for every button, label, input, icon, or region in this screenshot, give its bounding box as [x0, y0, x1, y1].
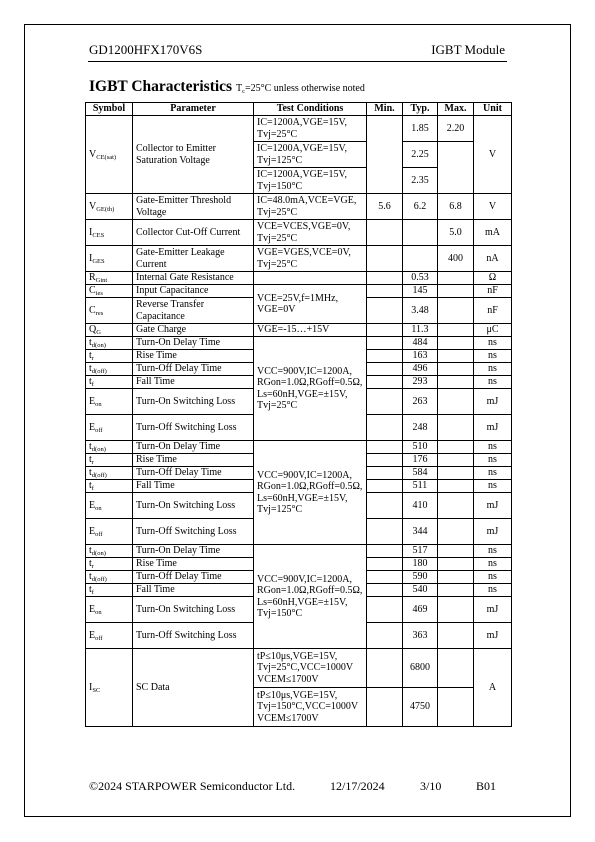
- table-row: [86, 194, 512, 220]
- parameter-cell: Turn-Off Switching Loss: [133, 519, 254, 545]
- min-cell: [367, 558, 403, 571]
- table-row: [86, 441, 512, 454]
- min-cell: [367, 246, 403, 272]
- parameter-cell: Internal Gate Resistance: [133, 272, 254, 285]
- unit-cell: ns: [474, 545, 512, 558]
- max-cell: [438, 350, 474, 363]
- symbol-cell: $E_{on}$: [86, 597, 133, 623]
- table-row: [86, 285, 512, 298]
- min-cell: [367, 324, 403, 337]
- max-cell: [438, 597, 474, 623]
- parameter-cell: Rise Time: [133, 350, 254, 363]
- typ-cell: 6.2: [403, 194, 438, 220]
- parameter-cell: Turn-Off Delay Time: [133, 571, 254, 584]
- typ-cell: 263: [403, 389, 438, 415]
- max-cell: [438, 376, 474, 389]
- typ-cell: 180: [403, 558, 438, 571]
- section-title: [89, 78, 365, 96]
- parameter-cell: Collector Cut-Off Current: [133, 220, 254, 246]
- condition-cell: VCC=900V,IC=1200A, RGon=1.0Ω,RGoff=0.5Ω, Ls=60nH,VGE=±15V, Tvj=150°C: [254, 545, 367, 649]
- table-row: [86, 116, 512, 142]
- max-cell: 5.0: [438, 220, 474, 246]
- max-cell: [438, 623, 474, 649]
- min-cell: [367, 285, 403, 298]
- symbol-cell: $V_{GE(th)}$: [86, 194, 133, 220]
- min-cell: [367, 389, 403, 415]
- table-row: [86, 649, 512, 688]
- symbol-cell: $V_{CE(sat)}$: [86, 116, 133, 194]
- table-row: [86, 272, 512, 285]
- unit-cell: mJ: [474, 493, 512, 519]
- col-header-unit: Unit: [474, 103, 512, 116]
- min-cell: [367, 350, 403, 363]
- unit-cell: ns: [474, 571, 512, 584]
- symbol-cell: $E_{off}$: [86, 519, 133, 545]
- typ-cell: 1.85: [403, 116, 438, 142]
- parameter-cell: Turn-Off Switching Loss: [133, 623, 254, 649]
- max-cell: [438, 519, 474, 545]
- typ-cell: 540: [403, 584, 438, 597]
- parameter-cell: Gate Charge: [133, 324, 254, 337]
- max-cell: [438, 493, 474, 519]
- min-cell: [367, 688, 403, 727]
- max-cell: 6.8: [438, 194, 474, 220]
- symbol-cell: $I_{GES}$: [86, 246, 133, 272]
- condition-cell: VCC=900V,IC=1200A, RGon=1.0Ω,RGoff=0.5Ω, Ls=60nH,VGE=±15V, Tvj=125°C: [254, 441, 367, 545]
- unit-cell: V: [474, 116, 512, 194]
- col-header-min: Min.: [367, 103, 403, 116]
- typ-cell: 3.48: [403, 298, 438, 324]
- max-cell: [438, 688, 474, 727]
- table-row: [86, 246, 512, 272]
- max-cell: 2.20: [438, 116, 474, 142]
- unit-cell: V: [474, 194, 512, 220]
- symbol-cell: $t_f$: [86, 584, 133, 597]
- condition-cell: VCE=25V,f=1MHz, VGE=0V: [254, 285, 367, 324]
- col-header-symbol: Symbol: [86, 103, 133, 116]
- table-row: [86, 324, 512, 337]
- min-cell: [367, 519, 403, 545]
- max-cell: [438, 285, 474, 298]
- symbol-cell: $C_{ies}$: [86, 285, 133, 298]
- parameter-cell: Fall Time: [133, 480, 254, 493]
- min-cell: [367, 597, 403, 623]
- typ-cell: 145: [403, 285, 438, 298]
- condition-cell: [254, 272, 367, 285]
- footer-copyright: ©2024 STARPOWER Semiconductor Ltd.: [89, 779, 296, 793]
- product-type: IGBT Module: [431, 42, 505, 57]
- symbol-cell: $I_{CES}$: [86, 220, 133, 246]
- max-cell: [438, 649, 474, 688]
- symbol-cell: $Q_G$: [86, 324, 133, 337]
- condition-cell: IC=1200A,VGE=15V, Tvj=150°C: [254, 168, 367, 194]
- footer-revision: B01: [476, 779, 497, 793]
- min-cell: [367, 116, 403, 194]
- parameter-cell: Turn-Off Delay Time: [133, 363, 254, 376]
- symbol-cell: $t_r$: [86, 454, 133, 467]
- symbol-cell: $E_{on}$: [86, 493, 133, 519]
- max-cell: [438, 584, 474, 597]
- typ-cell: 4750: [403, 688, 438, 727]
- symbol-cell: $E_{off}$: [86, 623, 133, 649]
- typ-cell: 344: [403, 519, 438, 545]
- unit-cell: ns: [474, 584, 512, 597]
- min-cell: [367, 584, 403, 597]
- unit-cell: mJ: [474, 519, 512, 545]
- max-cell: [438, 363, 474, 376]
- symbol-cell: $t_{d(on)}$: [86, 337, 133, 350]
- max-cell: [438, 337, 474, 350]
- condition-cell: IC=48.0mA,VCE=VGE, Tvj=25°C: [254, 194, 367, 220]
- max-cell: [438, 558, 474, 571]
- parameter-cell: Turn-On Delay Time: [133, 337, 254, 350]
- max-cell: [438, 142, 474, 194]
- typ-cell: 2.35: [403, 168, 438, 194]
- typ-cell: [403, 246, 438, 272]
- parameter-cell: Turn-On Switching Loss: [133, 389, 254, 415]
- max-cell: [438, 480, 474, 493]
- unit-cell: nA: [474, 246, 512, 272]
- typ-cell: 517: [403, 545, 438, 558]
- col-header-max: Max.: [438, 103, 474, 116]
- table-row: [86, 545, 512, 558]
- condition-cell: tP≤10μs,VGE=15V, Tvj=150°C,VCC=1000V VCEM≤1700V: [254, 688, 367, 727]
- max-cell: [438, 298, 474, 324]
- typ-cell: 469: [403, 597, 438, 623]
- parameter-cell: Rise Time: [133, 558, 254, 571]
- parameter-cell: Turn-On Switching Loss: [133, 493, 254, 519]
- unit-cell: mJ: [474, 623, 512, 649]
- col-header-typ: Typ.: [403, 103, 438, 116]
- col-header-test-conditions: Test Conditions: [254, 103, 367, 116]
- max-cell: 400: [438, 246, 474, 272]
- condition-cell: VGE=-15…+15V: [254, 324, 367, 337]
- typ-cell: 163: [403, 350, 438, 363]
- condition-cell: IC=1200A,VGE=15V, Tvj=125°C: [254, 142, 367, 168]
- short-circuit-section: [86, 649, 512, 727]
- parameter-cell: Turn-Off Switching Loss: [133, 415, 254, 441]
- unit-cell: ns: [474, 558, 512, 571]
- condition-cell: tP≤10μs,VGE=15V, Tvj=25°C,VCC=1000V VCEM≤1700V: [254, 649, 367, 688]
- max-cell: [438, 389, 474, 415]
- max-cell: [438, 441, 474, 454]
- table-header-row: [86, 103, 512, 116]
- footer-page-number: 3/10: [420, 779, 442, 793]
- symbol-cell: $t_{d(off)}$: [86, 571, 133, 584]
- symbol-cell: $t_r$: [86, 558, 133, 571]
- min-cell: [367, 376, 403, 389]
- max-cell: [438, 454, 474, 467]
- symbol-cell: $t_{d(off)}$: [86, 467, 133, 480]
- symbol-cell: $t_{d(off)}$: [86, 363, 133, 376]
- typ-cell: 11.3: [403, 324, 438, 337]
- min-cell: [367, 363, 403, 376]
- unit-cell: ns: [474, 337, 512, 350]
- unit-cell: μC: [474, 324, 512, 337]
- unit-cell: ns: [474, 454, 512, 467]
- max-cell: [438, 272, 474, 285]
- min-cell: [367, 571, 403, 584]
- parameter-cell: Reverse Transfer Capacitance: [133, 298, 254, 324]
- min-cell: [367, 415, 403, 441]
- min-cell: [367, 337, 403, 350]
- parameter-cell: Turn-On Delay Time: [133, 545, 254, 558]
- condition-cell: VCC=900V,IC=1200A, RGon=1.0Ω,RGoff=0.5Ω, Ls=60nH,VGE=±15V, Tvj=25°C: [254, 337, 367, 441]
- parameter-cell: Gate-Emitter Threshold Voltage: [133, 194, 254, 220]
- condition-cell: VCE=VCES,VGE=0V, Tvj=25°C: [254, 220, 367, 246]
- symbol-cell: $C_{res}$: [86, 298, 133, 324]
- typ-cell: 176: [403, 454, 438, 467]
- typ-cell: 248: [403, 415, 438, 441]
- parameter-cell: Gate-Emitter Leakage Current: [133, 246, 254, 272]
- typ-cell: 510: [403, 441, 438, 454]
- unit-cell: ns: [474, 350, 512, 363]
- symbol-cell: $t_{d(on)}$: [86, 545, 133, 558]
- min-cell: [367, 493, 403, 519]
- symbol-cell: $t_{d(on)}$: [86, 441, 133, 454]
- unit-cell: ns: [474, 480, 512, 493]
- header-rule: [88, 61, 507, 62]
- table-row: [86, 337, 512, 350]
- symbol-cell: $R_{Gint}$: [86, 272, 133, 285]
- section-note: $T_c=25^\circ C$ unless otherwise noted: [235, 83, 365, 95]
- typ-cell: 293: [403, 376, 438, 389]
- max-cell: [438, 545, 474, 558]
- unit-cell: ns: [474, 363, 512, 376]
- typ-cell: 590: [403, 571, 438, 584]
- unit-cell: A: [474, 649, 512, 727]
- unit-cell: mA: [474, 220, 512, 246]
- condition-cell: IC=1200A,VGE=15V, Tvj=25°C: [254, 116, 367, 142]
- unit-cell: mJ: [474, 415, 512, 441]
- min-cell: [367, 467, 403, 480]
- parameter-cell: Fall Time: [133, 584, 254, 597]
- part-number: GD1200HFX170V6S: [89, 42, 203, 57]
- symbol-cell: $t_r$: [86, 350, 133, 363]
- min-cell: [367, 298, 403, 324]
- min-cell: [367, 480, 403, 493]
- typ-cell: 0.53: [403, 272, 438, 285]
- max-cell: [438, 571, 474, 584]
- footer-date: 12/17/2024: [330, 779, 385, 793]
- parameter-cell: Turn-On Delay Time: [133, 441, 254, 454]
- unit-cell: ns: [474, 467, 512, 480]
- min-cell: [367, 272, 403, 285]
- typ-cell: 2.25: [403, 142, 438, 168]
- min-cell: [367, 649, 403, 688]
- min-cell: 5.6: [367, 194, 403, 220]
- section-title-text: IGBT Characteristics: [89, 78, 233, 95]
- typ-cell: 484: [403, 337, 438, 350]
- symbol-cell: $t_f$: [86, 376, 133, 389]
- parameter-cell: Turn-On Switching Loss: [133, 597, 254, 623]
- symbol-cell: $E_{off}$: [86, 415, 133, 441]
- typ-cell: 363: [403, 623, 438, 649]
- min-cell: [367, 545, 403, 558]
- typ-cell: [403, 220, 438, 246]
- min-cell: [367, 441, 403, 454]
- parameter-cell: Rise Time: [133, 454, 254, 467]
- igbt-characteristics-table: [85, 102, 512, 727]
- typ-cell: 6800: [403, 649, 438, 688]
- unit-cell: mJ: [474, 597, 512, 623]
- symbol-cell: $t_f$: [86, 480, 133, 493]
- typ-cell: 511: [403, 480, 438, 493]
- symbol-cell: $I_{SC}$: [86, 649, 133, 727]
- unit-cell: nF: [474, 298, 512, 324]
- max-cell: [438, 467, 474, 480]
- unit-cell: nF: [474, 285, 512, 298]
- max-cell: [438, 324, 474, 337]
- typ-cell: 496: [403, 363, 438, 376]
- min-cell: [367, 623, 403, 649]
- unit-cell: ns: [474, 376, 512, 389]
- col-header-parameter: Parameter: [133, 103, 254, 116]
- table-row: [86, 220, 512, 246]
- typ-cell: 410: [403, 493, 438, 519]
- parameter-cell: Fall Time: [133, 376, 254, 389]
- parameter-cell: SC Data: [133, 649, 254, 727]
- unit-cell: Ω: [474, 272, 512, 285]
- min-cell: [367, 454, 403, 467]
- condition-cell: VGE=VGES,VCE=0V, Tvj=25°C: [254, 246, 367, 272]
- symbol-cell: $E_{on}$: [86, 389, 133, 415]
- unit-cell: ns: [474, 441, 512, 454]
- min-cell: [367, 220, 403, 246]
- parameter-cell: Turn-Off Delay Time: [133, 467, 254, 480]
- parameter-cell: Collector to Emitter Saturation Voltage: [133, 116, 254, 194]
- parameter-cell: Input Capacitance: [133, 285, 254, 298]
- typ-cell: 584: [403, 467, 438, 480]
- switching-section: [86, 337, 512, 649]
- unit-cell: mJ: [474, 389, 512, 415]
- max-cell: [438, 415, 474, 441]
